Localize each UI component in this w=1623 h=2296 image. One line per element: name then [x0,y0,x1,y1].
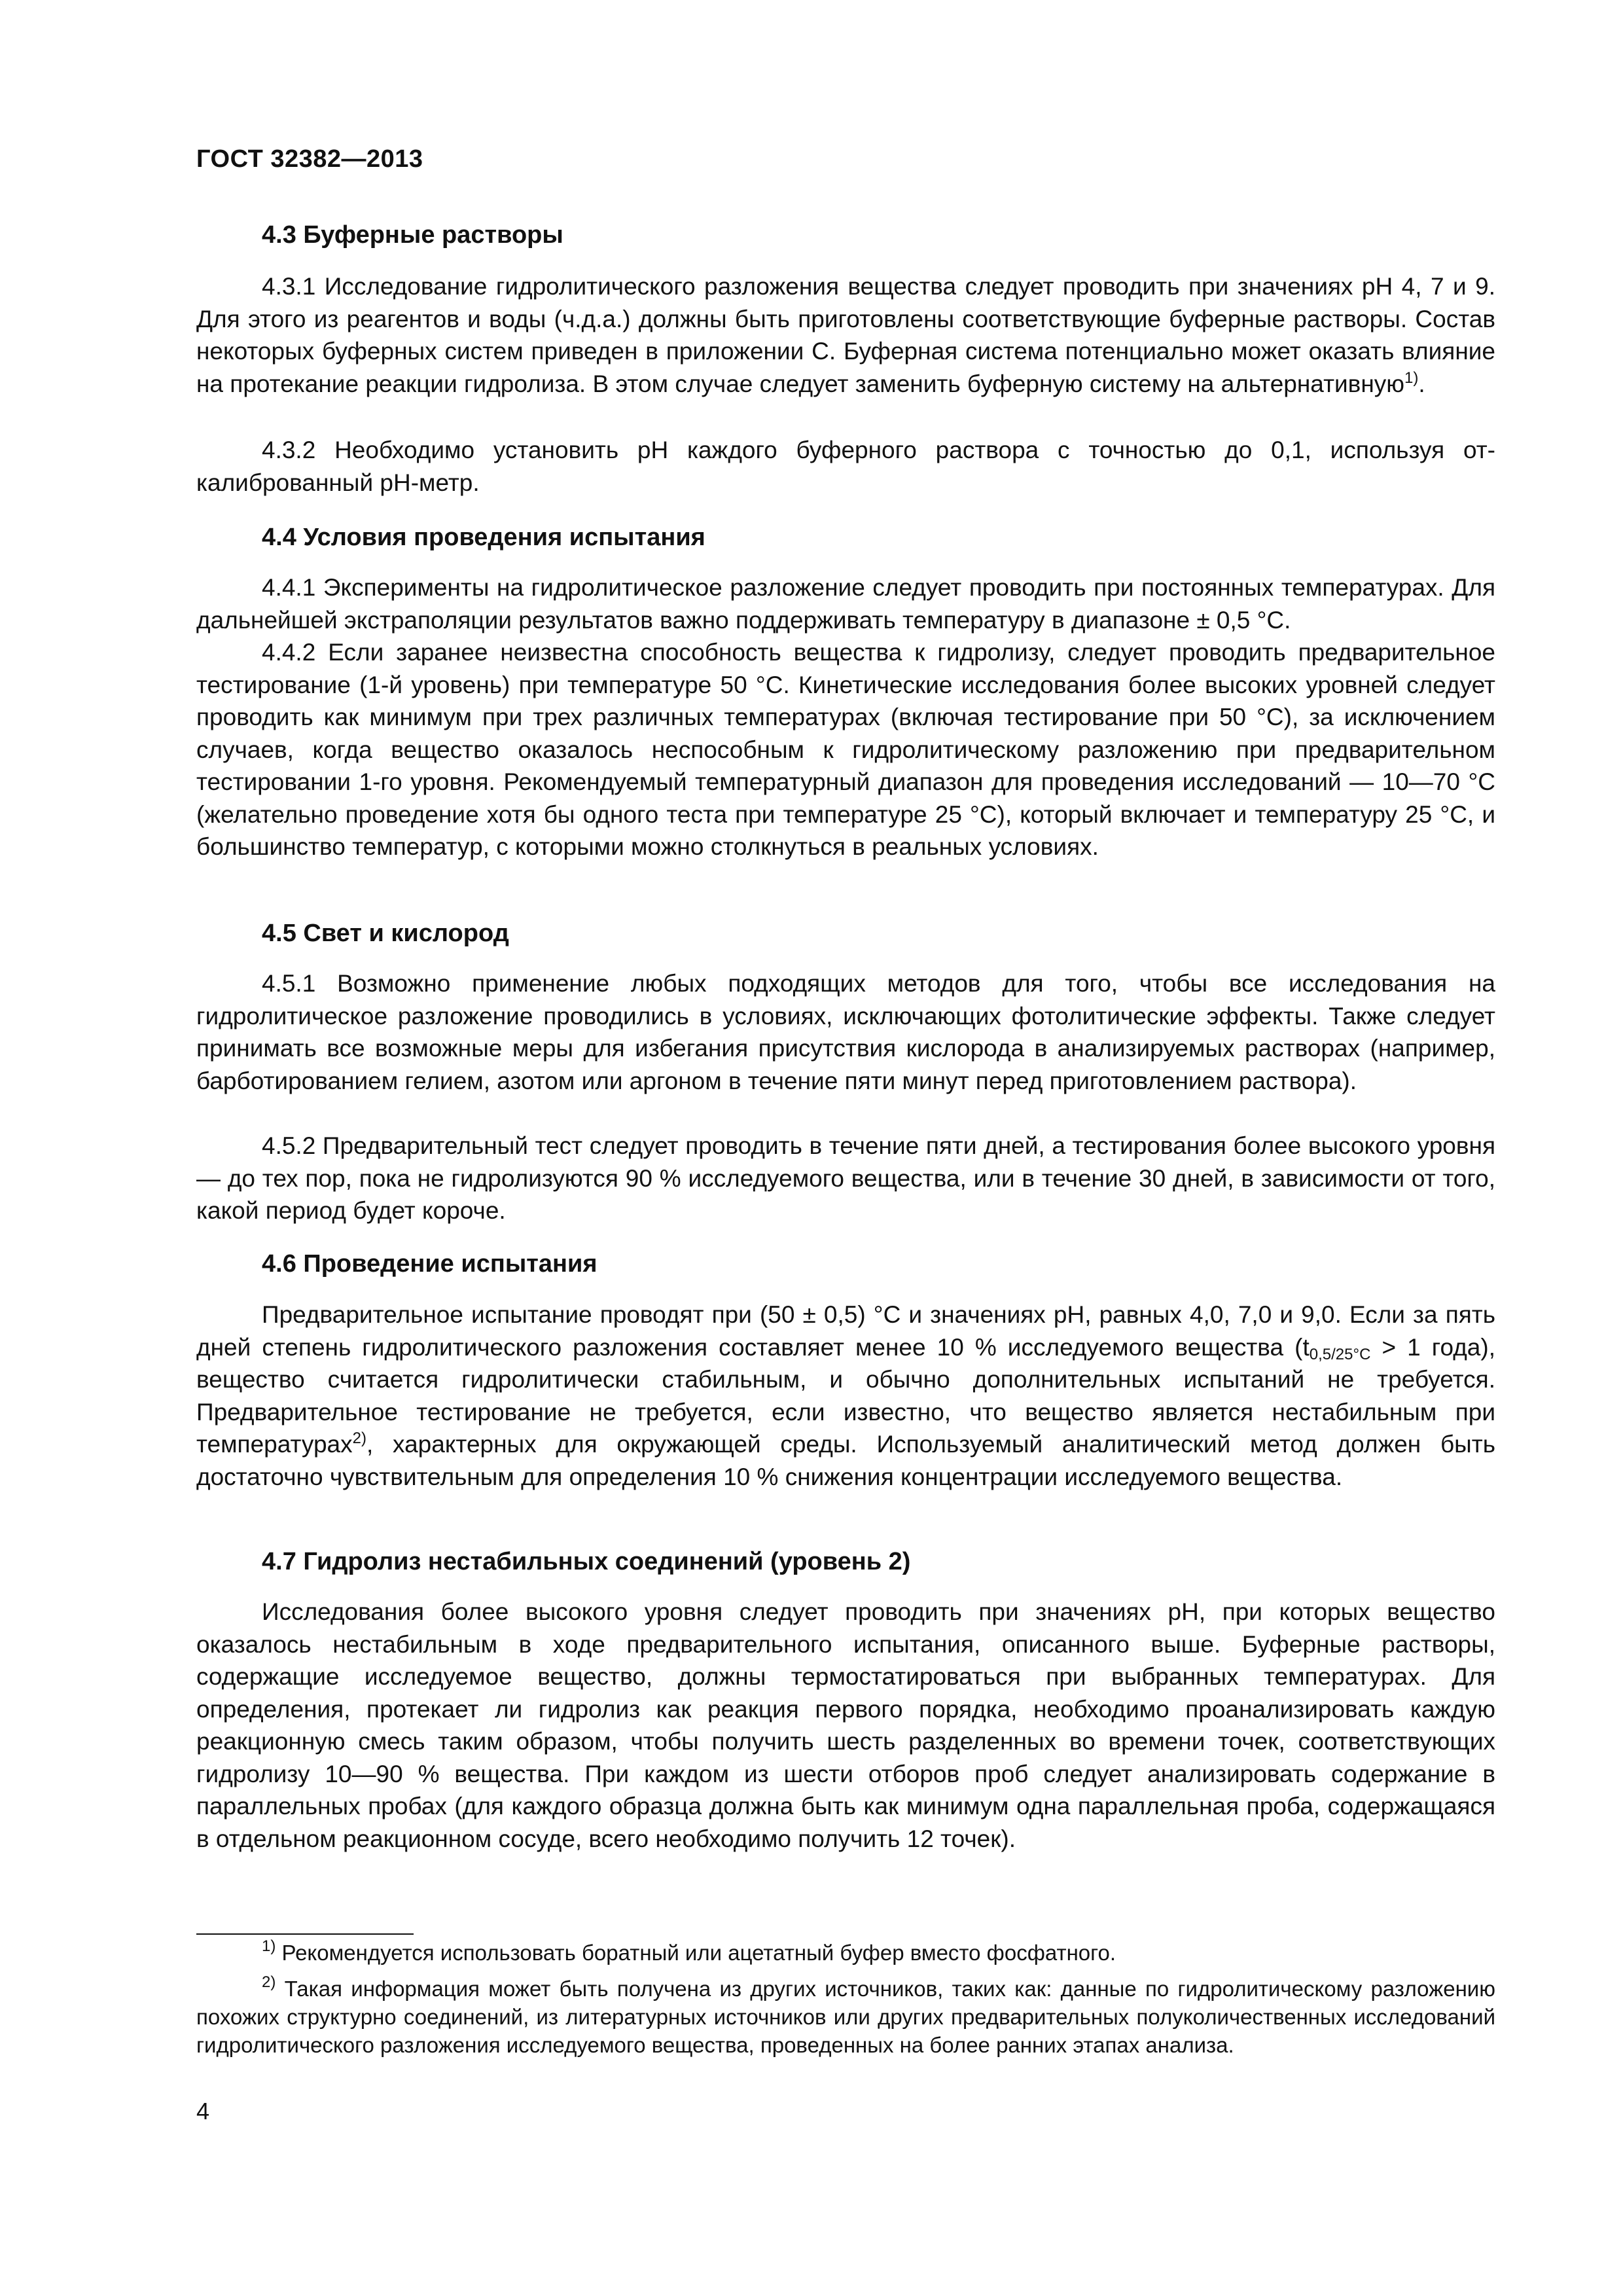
section-title-4-4: 4.4 Условия проведения испытания [262,524,705,551]
paragraph-text-a: Предварительное испытание проводят при (50 ± 0,5) °С и значениях рН, равных 4,0, 7,0 и 9,0. Если за пять дней степень гидролитического разложения составляет менее 10 % исследуемого вещества (t [196,1301,1495,1361]
paragraph-4-7: Исследования более высокого уровня следует проводить при значениях рН, при которых вещество оказалось нестабильным в ходе предварительного испытания, описанного выше. Буферные растворы, содержащие исследуемое вещество, должны термостатироваться при выбранных температурах. Для определения, протекает ли гидролиз как реакция первого порядка, необходимо проанализировать каждую реакционную смесь таким образом, чтобы получить шесть разделенных во времени точек, соответствующих гидролизу 10—90 % вещества. При каждом из шести отборов проб следует анализировать содержание в параллельных пробах (для каждого образца должна быть как минимум одна параллельная проба, содержащаяся в отдельном реакционном сосуде, всего необходимо получить 12 точек). [196,1598,1495,1852]
section-title-4-5: 4.5 Свет и кислород [262,920,509,947]
footnote-text: Такая информация может быть получена из других источников, таких как: данные по гидролитическому разложению похожих структурно соединений, из литературных источников или других предварительных полуколичественных исследований гидролитического разложения исследуемого вещества, проведенных на более ранних этапах анализа. [196,1977,1495,2057]
footnote-2 [196,1975,1495,2059]
paragraph-text-b: > 1 года), вещество считается гидролитически стабильным, и обычно дополнительных испытаний не требуется. Предварительное тестирование не требуется, если известно, что вещество является нестабильным при температурах [196,1333,1495,1458]
section-title-4-7: 4.7 Гидролиз нестабильных соединений (уровень 2) [262,1548,911,1575]
footnote-mark: 1) [262,1937,276,1955]
paragraph-4-5-2: 4.5.2 Предварительный тест следует проводить в течение пяти дней, а тестирования более высокого уровня — до тех пор, пока не гидролизуются 90 % исследуемого вещества, или в течение 30 дней, в зависимости от того, какой период будет короче. [196,1132,1495,1224]
paragraph-4-3-2: 4.3.2 Необходимо установить рН каждого буферного раствора с точностью до 0,1, используя откалиброванный рН-метр. [196,437,1495,496]
paragraph-4-4-2: 4.4.2 Если заранее неизвестна способность вещества к гидролизу, следует проводить предварительное тестирование (1-й уровень) при температуре 50 °С. Кинетические исследования более высоких уровней следует проводить как минимум при трех различных температурах (включая тестирование при 50 °С), за исключением случаев, когда вещество оказалось неспособным к гидролитическому разложению при предварительном тестировании 1-го уровня. Рекомендуемый температурный диапазон для проведения исследований — 10—70 °С (желательно проведение хотя бы одного теста при температуре 25 °С), который включает и температуру 25 °С, и большинство температур, с которыми можно столкнуться в реальных условиях. [196,639,1495,860]
paragraph-4-4-1: 4.4.1 Эксперименты на гидролитическое разложение следует проводить при постоянных температурах. Для дальнейшей экстраполяции результатов важно поддерживать температуру в диапазоне ± 0,5 °С. [196,574,1495,634]
paragraph-text-c: , характерных для окружающей среды. Используемый аналитический метод должен быть достаточно чувствительным для определения 10 % снижения концентрации исследуемого вещества. [196,1431,1495,1490]
paragraph-text: 4.3.1 Исследование гидролитического разложения вещества следует проводить при значениях рН 4, 7 и 9. Для этого из реагентов и воды (ч.д.а.) должны быть приготовлены соответствующие буферные растворы. Состав некоторых буферных систем приведен в приложении С. Буферная система потенциально может оказать влияние на протекание реакции гидролиза. В этом случае следует заменить буферную систему на альтернативную [196,273,1495,397]
paragraph-4-3-1 [196,270,1495,400]
paragraph-4-5-1: 4.5.1 Возможно применение любых подходящих методов для того, чтобы все исследования на гидролитическое разложение проводились в условиях, исключающих фотолитические эффекты. Также следует принимать все возможные меры для избегания присутствия кислорода в анализируемых растворах (например, барботированием гелием, азотом или аргоном в течение пяти минут перед приготовлением раствора). [196,970,1495,1094]
document-code-header: ГОСТ 32382—2013 [196,145,423,173]
footnote-ref-2: 2) [352,1429,366,1447]
half-life-subscript: 0,5/25°С [1309,1345,1371,1363]
footnote-mark: 2) [262,1973,276,1991]
page-number: 4 [196,2098,210,2125]
paragraph-end: . [1418,370,1425,397]
section-title-4-6: 4.6 Проведение испытания [262,1250,597,1278]
paragraph-4-6 [196,1299,1495,1493]
section-title-4-3: 4.3 Буферные растворы [262,221,563,249]
footnote-separator [196,1933,414,1935]
footnote-ref-1: 1) [1404,368,1419,387]
footnote-1 [196,1939,1495,1967]
footnote-text: Рекомендуется использовать боратный или ацетатный буфер вместо фосфатного. [276,1941,1116,1965]
